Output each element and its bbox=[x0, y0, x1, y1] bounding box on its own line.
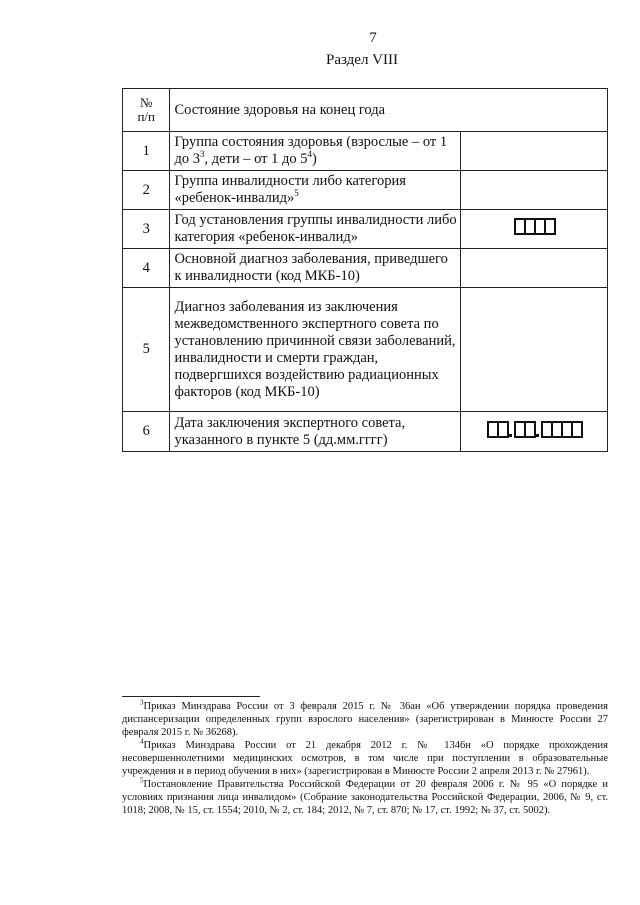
row-description: Основной диагноз заболевания, приведшего к инвалидности (код МКБ-10) bbox=[170, 249, 461, 288]
footnote-separator bbox=[122, 696, 260, 697]
row-number: 4 bbox=[123, 249, 170, 288]
footnote-mark: 5 bbox=[140, 776, 144, 785]
header-title: Состояние здоровья на конец года bbox=[174, 101, 386, 118]
row-text-part: Группа состояния здоровья (взрослые – от 1 до 3 bbox=[174, 134, 448, 167]
section-title: Раздел VIII bbox=[326, 52, 398, 68]
value-field-diagnosis[interactable] bbox=[461, 249, 608, 288]
footnote-ref: 5 bbox=[294, 188, 299, 199]
footnote-text: Постановление Правительства Российской Федерации от 20 февраля 2006 г. № 95 «О порядке и условиях признания лица инвалидом» (Собрание законодательства Российской Федерации, 2006, № 9, ст. 1018; 2008, № 15, ст. 1554; 2010, № 2, ст. 184; 2012, № 7, ст. 870; № 17, ст. 1992; № 37, ст. 5002). bbox=[122, 779, 608, 816]
value-field-year[interactable] bbox=[461, 210, 608, 249]
footnote bbox=[122, 739, 608, 778]
table-row bbox=[123, 132, 608, 171]
date-separator bbox=[536, 434, 539, 437]
year-boxes bbox=[514, 218, 554, 235]
row-description: Год установления группы инвалидности либо категория «ребенок-инвалид» bbox=[170, 210, 461, 249]
digit-box bbox=[544, 218, 556, 235]
row-number: 1 bbox=[123, 132, 170, 171]
date-boxes bbox=[487, 421, 581, 438]
footnote-text: Приказ Минздрава России от 21 декабря 2012 г. № 1346н «О порядке прохождения несовершеннолетними медицинских осмотров, в том числе при поступлении в образовательные учреждения и в период обучения в них» (зарегистрирован в Минюсте России 2 апреля 2013 г. № 27961). bbox=[122, 740, 608, 777]
row-text-part: ) bbox=[312, 151, 317, 167]
row-description: Диагноз заболевания из заключения межведомственного экспертного совета по установлению причинной связи заболеваний, инвалидности и смерти граждан, подвергшихся воздействию радиационных факторов (код МКБ-10) bbox=[170, 288, 461, 412]
date-separator bbox=[509, 434, 512, 437]
table-row bbox=[123, 171, 608, 210]
footnote bbox=[122, 778, 608, 817]
footnote-mark: 4 bbox=[140, 737, 144, 746]
table-header-row bbox=[123, 89, 608, 132]
header-title-cell bbox=[170, 89, 608, 132]
row-description bbox=[170, 171, 461, 210]
footnote bbox=[122, 700, 608, 739]
row-text-part: Группа инвалидности либо категория «ребенок-инвалид» bbox=[174, 173, 406, 206]
header-num-label: п/п bbox=[137, 109, 155, 124]
footnote-ref: 3 bbox=[199, 149, 205, 160]
header-num-symbol: № bbox=[140, 95, 153, 110]
table-row bbox=[123, 210, 608, 249]
value-field-health-group[interactable] bbox=[461, 132, 608, 171]
table-row bbox=[123, 412, 608, 452]
row-number: 5 bbox=[123, 288, 170, 412]
footnote-text: Приказ Минздрава России от 3 февраля 2015 г. № 36ан «Об утверждении порядка проведения диспансеризации определенных групп взрослого населения» (зарегистрирован в Минюсте России 27 февраля 2015 г. № 36268). bbox=[122, 701, 608, 738]
digit-box bbox=[497, 421, 509, 438]
table-row bbox=[123, 288, 608, 412]
row-number: 6 bbox=[123, 412, 170, 452]
health-status-table bbox=[122, 88, 608, 452]
value-field-expert-diagnosis[interactable] bbox=[461, 288, 608, 412]
footnote-ref: 4 bbox=[307, 149, 313, 160]
row-number: 3 bbox=[123, 210, 170, 249]
footnotes bbox=[122, 700, 608, 817]
row-description: Дата заключения экспертного совета, указанного в пункте 5 (дд.мм.гггг) bbox=[170, 412, 461, 452]
digit-box bbox=[524, 421, 536, 438]
footnote-mark: 3 bbox=[140, 698, 144, 707]
header-num-cell bbox=[123, 89, 170, 132]
table-row bbox=[123, 249, 608, 288]
value-field-disability-group[interactable] bbox=[461, 171, 608, 210]
digit-box bbox=[571, 421, 583, 438]
page-number: 7 bbox=[369, 30, 377, 46]
row-description bbox=[170, 132, 461, 171]
value-field-date[interactable] bbox=[461, 412, 608, 452]
row-text-part: , дети – от 1 до 5 bbox=[204, 151, 308, 167]
row-number: 2 bbox=[123, 171, 170, 210]
